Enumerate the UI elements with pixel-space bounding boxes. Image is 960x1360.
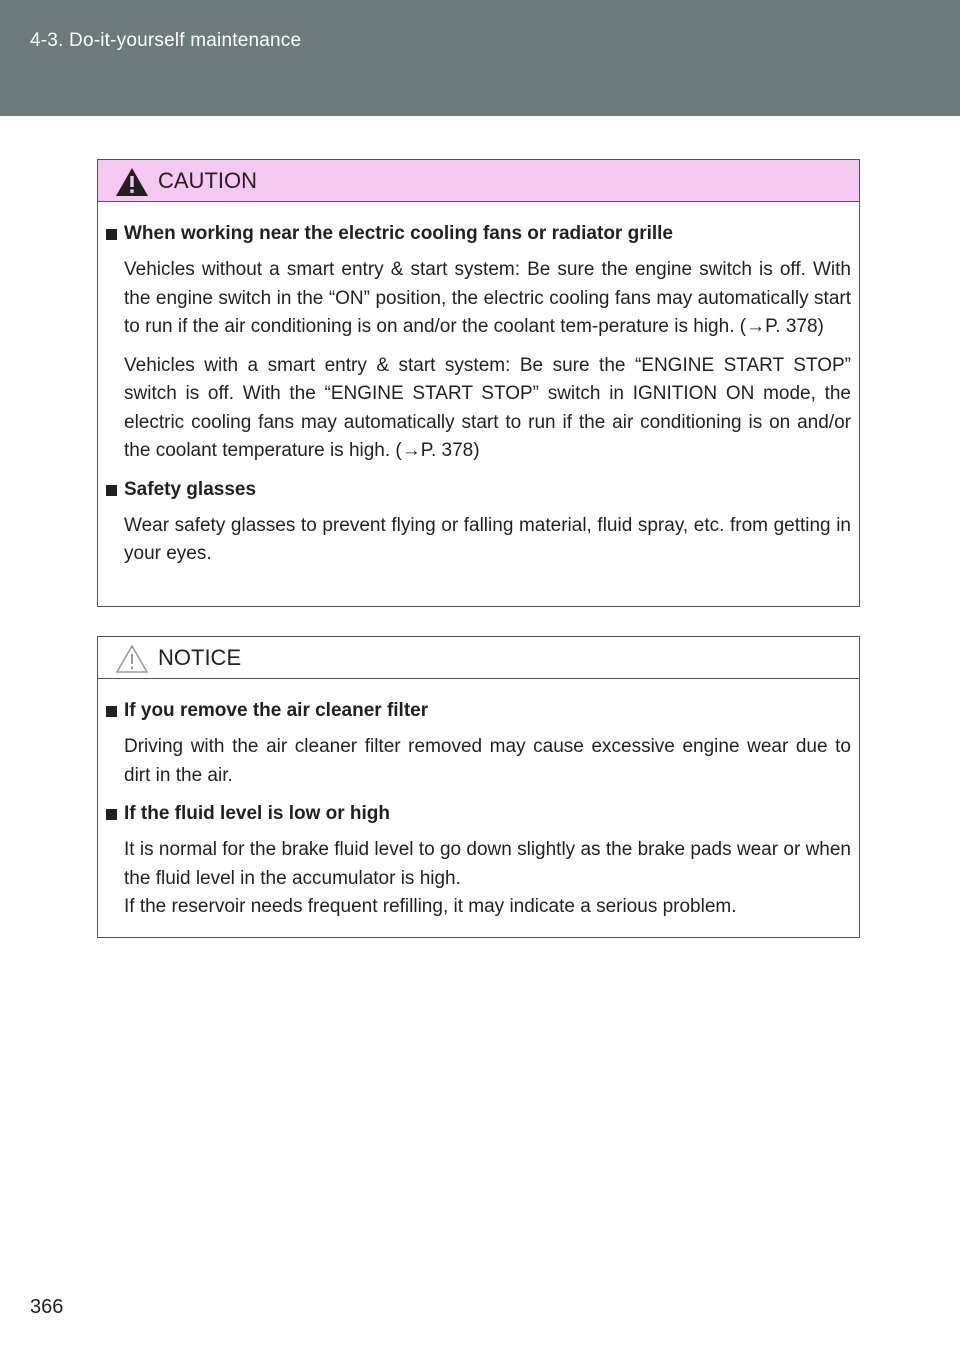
caution-title: CAUTION: [158, 168, 257, 193]
notice-body: [98, 679, 859, 922]
caution-paragraph: Wear safety glasses to prevent flying or falling material, fluid spray, etc. from getting in your eyes.: [124, 514, 851, 564]
notice-item-heading: [106, 697, 851, 725]
caution-paragraph: Vehicles without a smart entry & start system: Be sure the engine switch is off. With the engine switch in the “ON” position, the electric cooling fans may automatically start to run if the air conditioning is on and/or the coolant tem-perature is high. (→P. 378): [124, 259, 851, 337]
caution-box: [97, 159, 860, 607]
page-header: [0, 0, 960, 116]
section-title: 4-3. Do-it-yourself maintenance: [30, 30, 302, 51]
notice-header: [98, 637, 859, 679]
notice-paragraph: Driving with the air cleaner filter removed may cause excessive engine wear due to dirt in the air.: [124, 736, 851, 786]
notice-title: NOTICE: [158, 645, 242, 670]
caution-paragraph: Vehicles with a smart entry & start system: Be sure the “ENGINE START STOP” switch is off. With the “ENGINE START STOP” switch in IGNITION ON mode, the electric cooling fans may automatically start to run if the air conditioning is on and/or the coolant temperature is high. (→P. 378): [124, 354, 851, 461]
notice-box: [97, 636, 860, 938]
caution-item-heading: [106, 476, 851, 504]
notice-item-heading: [106, 800, 851, 828]
notice-heading-text: If you remove the air cleaner filter: [124, 700, 429, 721]
caution-item-heading: [106, 220, 851, 248]
square-bullet-icon: [106, 809, 117, 820]
page-number: 366: [30, 1296, 64, 1318]
caution-heading-text: Safety glasses: [124, 478, 257, 500]
notice-paragraph: It is normal for the brake fluid level to go down slightly as the brake pads wear or when the fluid level in the accumulator is high. If the reservoir needs frequent refilling, it may indicate a serious problem.: [124, 839, 851, 917]
warning-outline-icon: [114, 643, 150, 675]
square-bullet-icon: [106, 485, 117, 496]
notice-heading-text: If the fluid level is low or high: [124, 803, 391, 824]
caution-header: [98, 160, 859, 202]
square-bullet-icon: [106, 706, 117, 717]
caution-body: [98, 202, 859, 569]
caution-heading-text: When working near the electric cooling fans or radiator grille: [124, 223, 673, 244]
warning-filled-icon: [114, 166, 150, 198]
square-bullet-icon: [106, 229, 117, 240]
